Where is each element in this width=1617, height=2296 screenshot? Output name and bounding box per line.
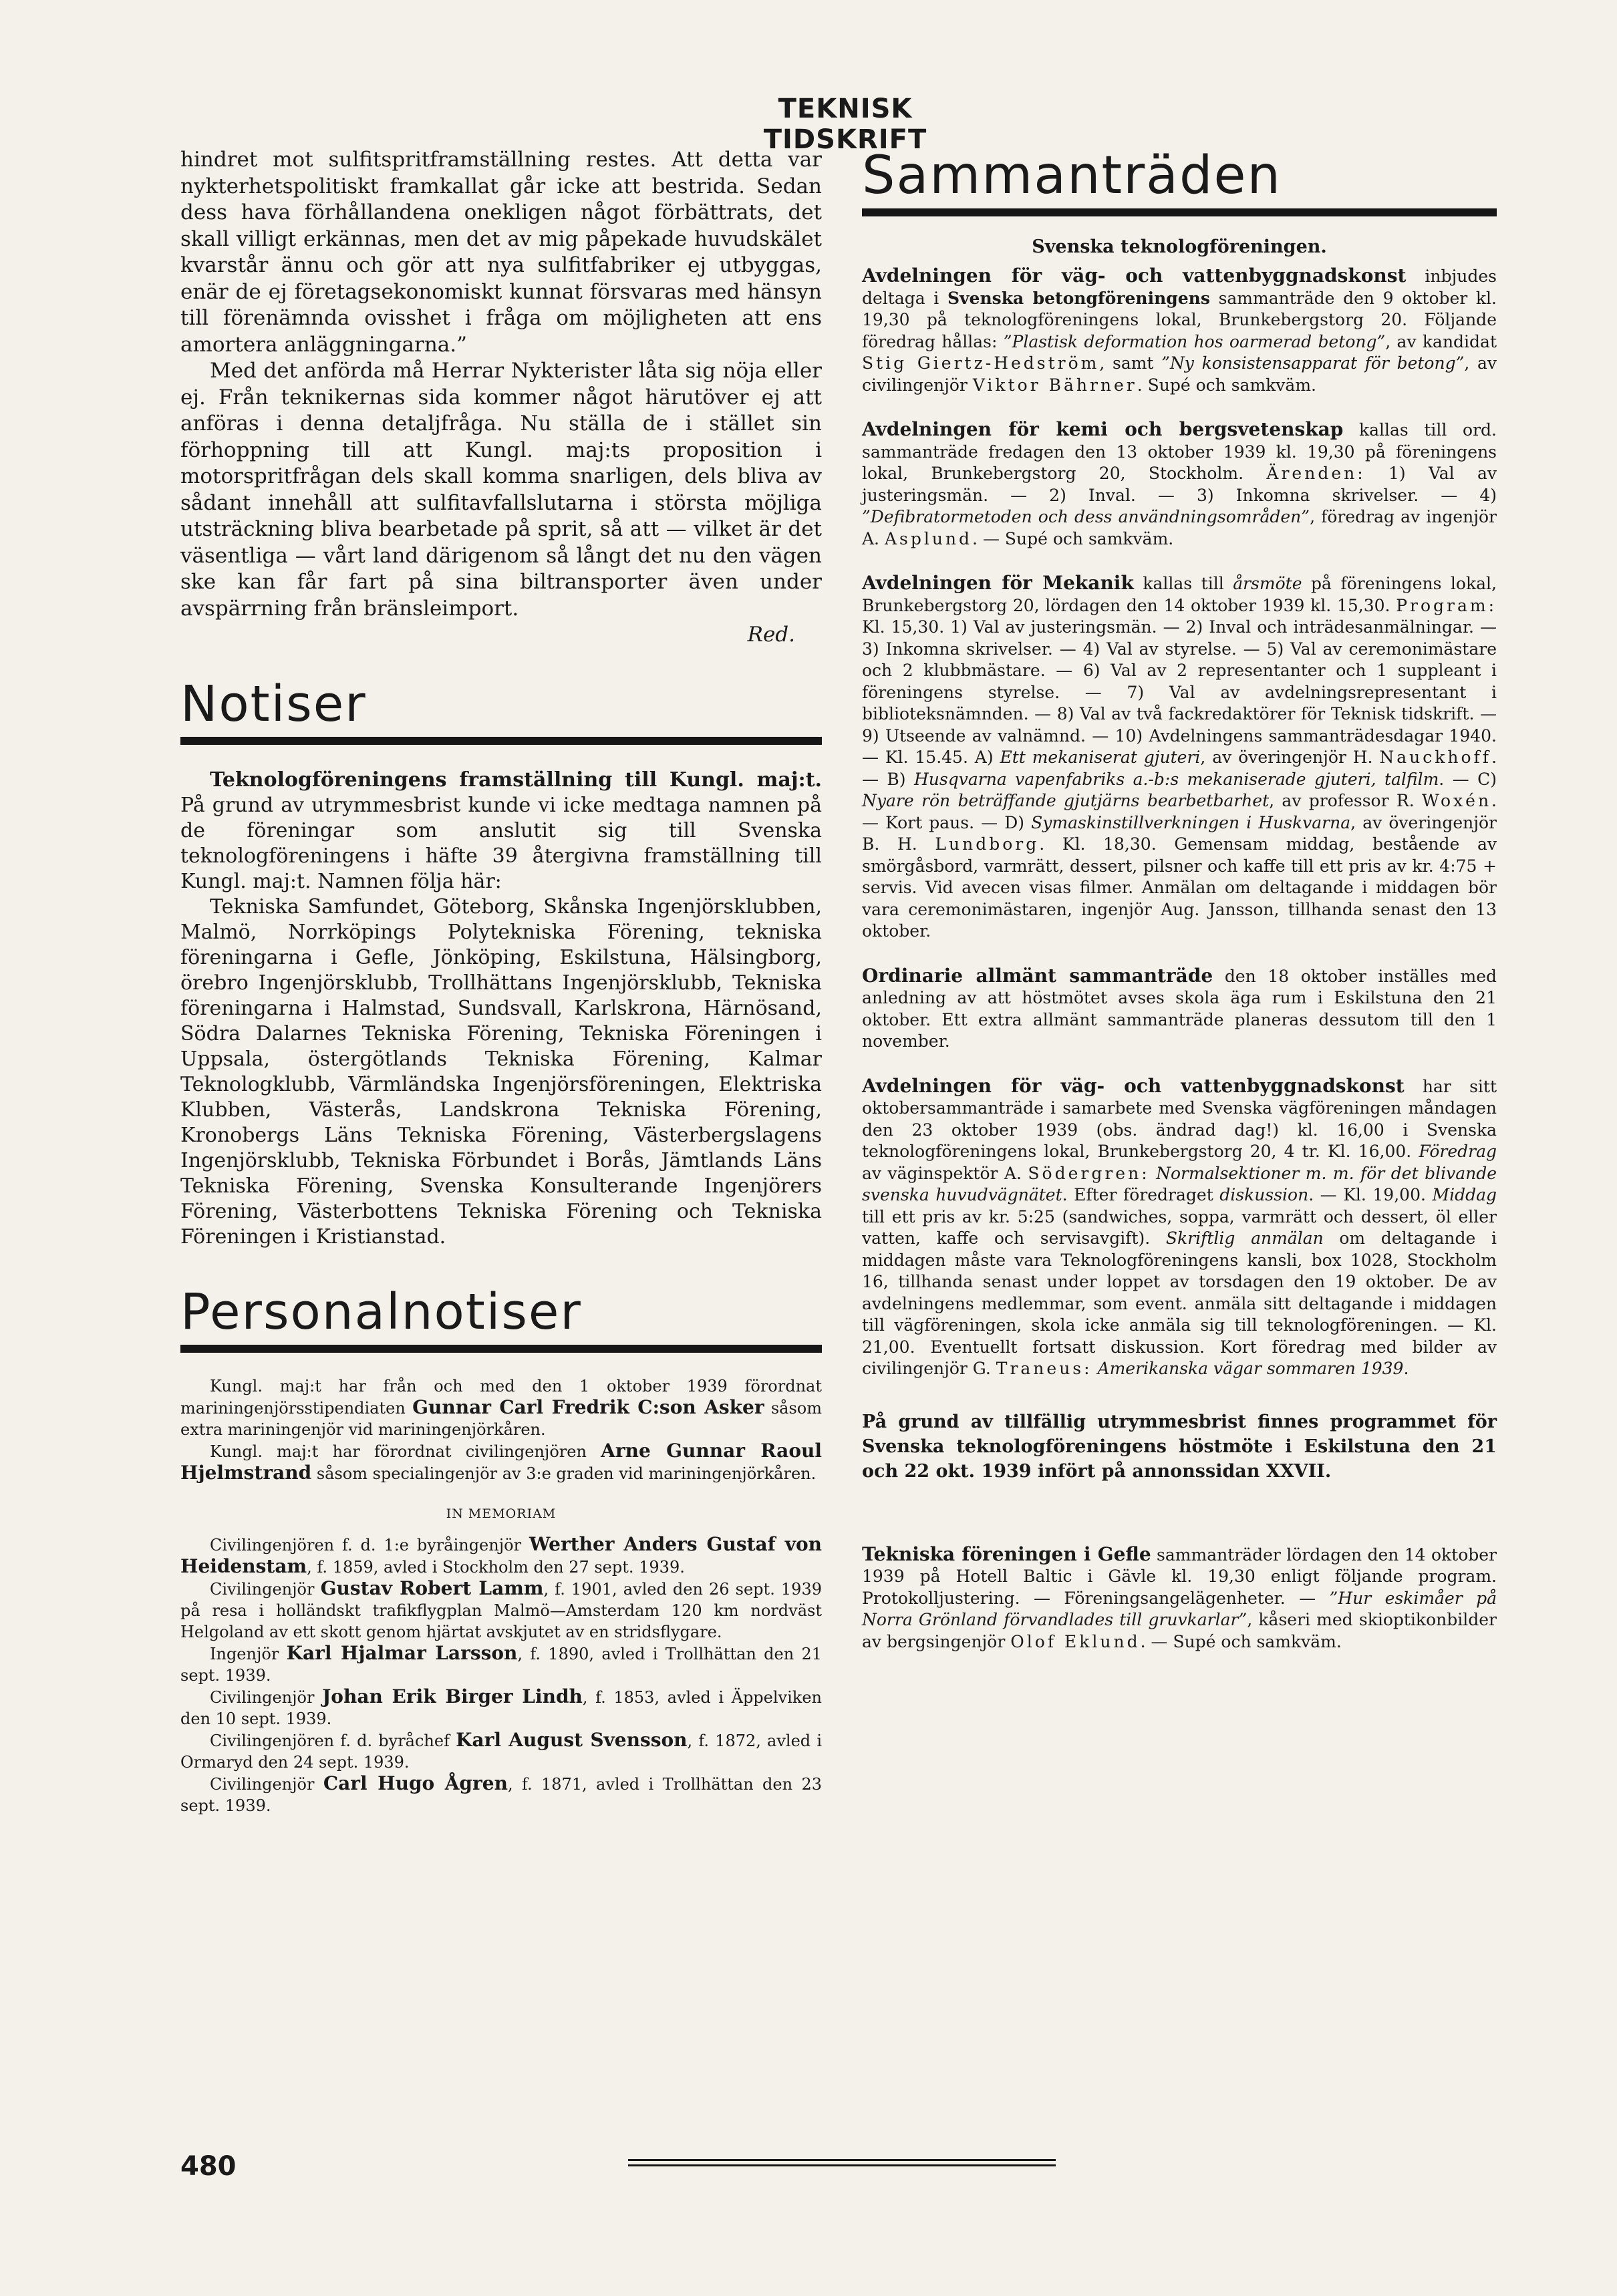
meeting-item: Avdelningen för väg- och vattenbyggnadskonst inbjudes deltaga i Svenska betongföreningens sammanträde den 9 oktober kl. 19,30 på teknologföreningens lokal, Brunkebergstorg 20. Följande föredrag hållas: ”Plastisk deformation hos oarmerad betong”, av kandidat Stig Giertz-Hedström, samt ”Ny konsistensapparat för betong”, av civilingenjör Viktor Bährner. Supé och samkväm. — [862, 265, 1497, 395]
memoriam-item: Ingenjör Karl Hjalmar Larsson, f. 1890, avled i Trollhättan den 21 sept. 1939. — [180, 1641, 823, 1685]
left-column — [180, 147, 822, 1816]
notiser-section — [180, 675, 822, 1250]
signature: Red. — [747, 623, 795, 647]
notiser-title: Teknologföreningens framställning till Kungl. maj:t. — [210, 768, 822, 792]
personal-item: Kungl. maj:t har förordnat civilingenjören Arne Gunnar Raoul Hjelmstrand såsom specialingenjör av 3:e graden vid mariningenjörkåren. — [180, 1439, 822, 1484]
heading-rule — [180, 1345, 822, 1353]
memoriam-item: Civilingenjören f. d. 1:e byråingenjör Werther Anders Gustaf von Heidenstam, f. 1859, avled i Stockholm den 27 sept. 1939. — [180, 1532, 823, 1577]
personal-section — [180, 1283, 822, 1816]
heading-rule — [180, 737, 822, 745]
memoriam-item: Civilingenjören f. d. byråchef Karl August Svensson, f. 1872, avled i Ormaryd den 24 sept. 1939. — [180, 1728, 823, 1772]
running-head: TEKNISK TIDSKRIFT — [763, 94, 927, 155]
footer-rule — [628, 2159, 1056, 2170]
meeting-item: Avdelningen för Mekanik kallas till årsmöte på föreningens lokal, Brunkebergstorg 20, lördagen den 14 oktober 1939 kl. 15,30. Program: Kl. 15,30. 1) Val av justeringsmän. — 2) Inval och inträdesanmälningar. — 3) Inkomna skrivelser. — 4) Val av styrelse. — 5) Val av ceremonimästare och 2 klubbmästare. — 6) Val av 2 representanter och 1 suppleant i föreningens styrelse. — 7) Val av avdelningsrepresentant i biblioteksnämnden. — 8) Val av två fackredaktörer för Teknisk tidskrift. — 9) Utseende av valnämnd. — 10) Avdelningens sammanträdesdagar 1940. — Kl. 15.45. A) Ett mekaniserat gjuteri, av överingenjör H. Nauckhoff. — B) Husqvarna vapenfabriks a.-b:s mekaniserade gjuteri, talfilm. — C) Nyare rön beträffande gjutjärns bearbetbarhet, av professor R. Woxén. — Kort paus. — D) Symaskinstillverkningen i Huskvarna, av överingenjör B. H. Lundborg. Kl. 18,30. Gemensam middag, bestående av smörgåsbord, varmrätt, dessert, pilsner och kaffe till ett pris av kr. 4:75 + servis. Vid avecen visas filmer. Anmälan om deltagande i middagen bör vara ceremonimästaren, ingenjör Aug. Jansson, tillhanda senast den 13 oktober. — [862, 572, 1497, 941]
meeting-item: Avdelningen för kemi och bergsvetenskap kallas till ord. sammanträde fredagen den 13 oktober 1939 kl. 19,30 på föreningens lokal, Brunkebergstorg 20, Stockholm. Ärenden: 1) Val av justeringsmän. — 2) Inval. — 3) Inkomna skrivelser. — 4) ”Defibratormetoden och dess användningsområden”, föredrag av ingenjör A. Asplund. — Supé och samkväm. — [862, 418, 1497, 548]
memoriam-label: IN MEMORIAM — [446, 1506, 557, 1521]
notiser-intro: På grund av utrymmesbrist kunde vi icke medtaga namnen på de föreningar som anslutit sig till Svenska teknologföreningens i häfte 39 återgivna framställning till Kungl. maj:t. Namnen följa här: — [180, 793, 822, 893]
notiser-text — [180, 768, 822, 1250]
right-column — [862, 147, 1497, 1675]
meeting-item: Avdelningen för väg- och vattenbyggnadskonst har sitt oktobersammanträde i samarbete med Svenska vägföreningen måndagen den 23 oktober 1939 (obs. ändrad dag!) kl. 16,00 i Svenska teknologföreningens lokal, Brunkebergstorg 20, 4 tr. Kl. 16,00. Föredrag av väginspektör A. Södergren: Normalsektioner m. m. för det blivande svenska huvudvägnätet. Efter föredraget diskussion. — Kl. 19,00. Middag till ett pris av kr. 5:25 (sandwiches, soppa, varmrätt och dessert, öl eller vatten, kaffe och servisavgift). Skriftlig anmälan om deltagande i middagen måste vara Teknologföreningens kansli, box 1028, Stockholm 16, tillhanda senast under loppet av torsdagen den 19 oktober. De av avdelningens medlemmar, som event. anmäla sitt deltagande i middagen till vägföreningen, skola icke anmäla sig till teknologföreningen. — Kl. 21,00. Eventuellt fortsatt diskussion. Kort föredrag med bilder av civilingenjör G. Traneus: Amerikanska vägar sommaren 1939. — [862, 1074, 1497, 1378]
personal-notes — [180, 1375, 822, 1816]
section-heading-personalnotiser: Personalnotiser — [180, 1283, 582, 1341]
paragraph: Med det anförda må Herrar Nykterister låta sig nöja eller ej. Från teknikernas sida kommer något härutöver ej att anföras i denna detaljfråga. Nu ställa de i stället sin förhoppning till att Kungl. maj:ts proposition i motorspritfrågan dels skall komma snarligen, dels bliva av sådant innehåll att sulfitavfallslutarna i största möjliga utsträckning bliva bearbetade på sprit, så att — vilket är det väsentliga — vårt land därigenom så långt det nu den vägen ske kan får fart på sina biltransporter även under avspärrning från bränsleimport. — [180, 359, 822, 621]
memoriam-item: Civilingenjör Gustav Robert Lamm, f. 1901, avled den 26 sept. 1939 på resa i holländskt trafikflygplan Malmö—Amsterdam 120 km nordväst Helgoland av ett skott genom hjärtat avskjutet av en stridsflygare. — [180, 1577, 822, 1641]
bold-notice: På grund av tillfällig utrymmesbrist finnes programmet för Svenska teknologföreningens höstmöte i Eskilstuna den 21 och 22 okt. 1939 infört på annonssidan XXVII. — [862, 1411, 1497, 1482]
section-heading-notiser: Notiser — [180, 675, 367, 733]
notiser-list: Tekniska Samfundet, Göteborg, Skånska Ingenjörsklubben, Malmö, Norrköpings Polytekniska Förening, tekniska föreningarna i Gefle, Jönköping, Eskilstuna, Hälsingborg, örebro Ingenjörsklubb, Trollhättans Ingenjörsklubb, Tekniska föreningarna i Halmstad, Sundsvall, Karlskrona, Härnösand, Södra Dalarnes Tekniska Förening, Tekniska Föreningen i Uppsala, östergötlands Tekniska Förening, Kalmar Teknologklubb, Värmländska Ingenjörsföreningen, Elektriska Klubben, Västerås, Landskrona Tekniska Förening, Kronobergs Läns Tekniska Förening, Västerbergslagens Ingenjörsklubb, Tekniska Förbundet i Borås, Jämtlands Läns Tekniska Förening, Svenska Konsulterande Ingenjörers Förening, Västerbottens Tekniska Förening och Tekniska Föreningen i Kristianstad. — [180, 894, 822, 1249]
editorial-text — [180, 147, 822, 649]
paragraph: hindret mot sulfitspritframställning restes. Att detta var nykterhetspolitiskt framkallat går icke att bestrida. Sedan dess hava förhållandena onekligen något förbättrats, det skall villigt erkännas, men det av mig påpekade huvudskälet kvarstår ännu och gör att nya sulfitfabriker ej utbyggas, enär de ej företagsekonomiskt kunnat försvaras med hänsyn till förenämnda ovisshet i fråga om möjligheten att ens amortera anläggningarna.” — [180, 148, 822, 357]
page-number: 480 — [180, 2151, 237, 2182]
memoriam-item: Civilingenjör Johan Erik Birger Lindh, f. 1853, avled i Äppelviken den 10 sept. 1939. — [180, 1685, 822, 1728]
personal-item: Kungl. maj:t har från och med den 1 oktober 1939 förordnat mariningenjörsstipendiaten Gunnar Carl Fredrik C:son Asker såsom extra mariningenjör vid mariningenjörkåren. — [180, 1376, 823, 1439]
heading-rule — [862, 208, 1497, 216]
memoriam-item: Civilingenjör Carl Hugo Ågren, f. 1871, avled i Trollhättan den 23 sept. 1939. — [180, 1772, 822, 1815]
meeting-item: Tekniska föreningen i Gefle sammanträder lördagen den 14 oktober 1939 på Hotell Baltic i Gävle kl. 19,30 enligt följande program. Protokolljustering. — Föreningsangelägenheter. — ”Hur eskimåer på Norra Grönland förvandlades till gruvkarlar”, kåseri med skioptikonbilder av bergsingenjör Olof Eklund. — Supé och samkväm. — [862, 1542, 1497, 1651]
meeting-item: Ordinarie allmänt sammanträde den 18 oktober inställes med anledning av att höstmötet avses skola äga rum i Eskilstuna den 21 oktober. Ett extra allmänt sammanträde planeras dessutom till den 1 november. — [862, 964, 1497, 1051]
subheading: Svenska teknologföreningen. — [1032, 236, 1327, 257]
section-heading-sammantraden: Sammanträden — [862, 146, 1282, 206]
